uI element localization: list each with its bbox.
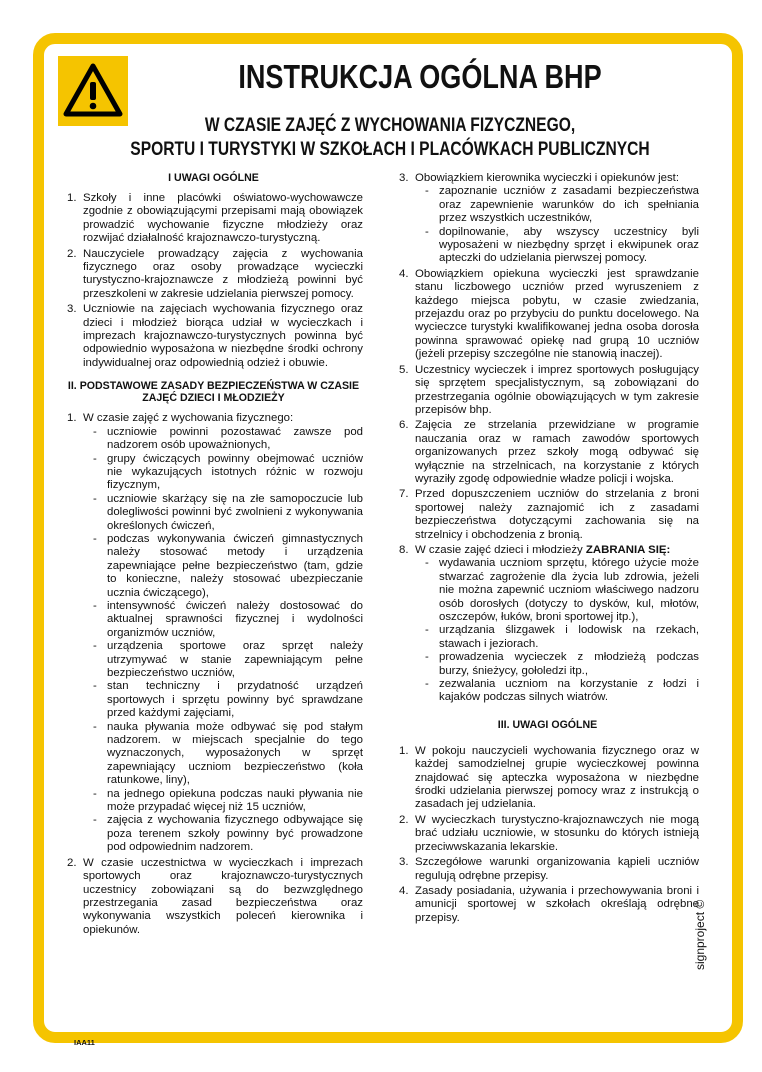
dash-item: - uczniowie powinni pozostawać zawsze pod nadzorem osób upoważnionych, (83, 426, 363, 453)
list-item: 2. W wycieczkach turystyczno-krajoznawczych nie mogą brać udziału uczniowie, w stosunku do których istnieją przeciwwskazania lekarskie. (399, 813, 699, 853)
dash-list (415, 557, 699, 704)
dash-list (415, 185, 699, 265)
dash-item: - zapoznanie uczniów z zasadami bezpieczeństwa oraz zapewnienie warunków do ich spełniania przez wszystkich uczestników, (415, 185, 699, 225)
section2-heading: II. PODSTAWOWE ZASADY BEZPIECZEŃSTWA W CZASIE ZAJĘĆ DZIECI I MŁODZIEŻY (67, 380, 360, 405)
dash-item: - na jednego opiekuna podczas nauki pływania nie może przypadać więcej niż 15 uczniów, (83, 788, 363, 815)
dash-item: - urządzenia sportowe oraz sprzęt należy utrzymywać w stanie zapewniającym pełne bezpieczeństwo uczniów, (83, 640, 363, 680)
dash-item: - zajęcia z wychowania fizycznego odbywające się poza terenem szkoły powinny być prowadzone pod odpowiednim nadzorem. (83, 814, 363, 854)
section1-list (64, 192, 363, 370)
dash-item: - prowadzenia wycieczek z młodzieżą podczas burzy, śnieżycy, gołoledzi itp., (415, 651, 699, 678)
prohibition-emphasis: ZABRANIA SIĘ: (585, 543, 671, 556)
list-item: 4. Obowiązkiem opiekuna wycieczki jest sprawdzanie stanu liczbowego uczniów przed wyruszeniem z każdego miejsca pobytu, w czasie zwiedzania, przejazdu oraz po przybyciu do punktu docelowego. Na wycieczce turystyki kwalifikowanej jedna osoba dorosła powinna sprawować opiekę nad grupą 10 uczniów (jeżeli przepisy szczególne nie stanowią inaczej). (399, 267, 699, 361)
dash-item: - grupy ćwiczących powinny obejmować uczniów nie wykazujących istotnych różnic w rozwoju fizycznym, (83, 453, 363, 493)
list-item: 2. W czasie uczestnictwa w wycieczkach i imprezach sportowych oraz krajoznawczo-turystycznych uczestnicy zobowiązani są do bezwzględnego przestrzegania zasad bezpieczeństwa oraz wykonywania wszystkich poleceń kierownika i opiekunów. (67, 856, 363, 936)
list-item: 6. Zajęcia ze strzelania przewidziane w programie nauczania oraz w ramach zawodów sportowych organizowanych przez szkoły mogą odbywać się wyłącznie na strzelnicach, na korzystanie z których wyraziły zgodę odpowiednie władze policji i wojska. (399, 419, 699, 485)
dash-item: - intensywność ćwiczeń należy dostosować do aktualnej sprawności fizycznej i wydolności organizmów uczniów, (83, 600, 363, 640)
dash-item: - urządzania ślizgawek i lodowisk na rzekach, stawach i jeziorach. (415, 624, 699, 651)
subtitle-line-2: SPORTU I TURYSTYKI W SZKOŁACH I PLACÓWKACH PUBLICZNYCH (130, 138, 650, 160)
section1-heading: I UWAGI OGÓLNE (168, 172, 259, 184)
list-item: 2. Nauczyciele prowadzący zajęcia z wychowania fizycznego oraz osoby prowadzące wycieczki turystyczno-krajoznawcze z młodzieżą powinni być przeszkoleni w zakresie udzielania pierwszej pomocy. (67, 247, 363, 300)
section3-heading: III. UWAGI OGÓLNE (497, 718, 598, 731)
left-column (64, 172, 363, 939)
list-item: 4. Zasady posiadania, używania i przechowywania broni i amunicji sportowej w szkołach określają odrębne przepisy. (399, 884, 699, 924)
dash-item: - podczas wykonywania ćwiczeń gimnastycznych należy stosować metody i urządzenia zapewniające pełne bezpieczeństwo (tam, gdzie to konieczne, należy stosować ubezpieczanie ucznia ćwiczącego), (83, 533, 363, 600)
dash-list (83, 426, 363, 855)
warning-sign (58, 56, 128, 126)
publisher-credit: signproject © (693, 899, 707, 970)
list-item: 5. Uczestnicy wycieczek i imprez sportowych posługujący się sprzętem specjalistycznym, są zobowiązani do przestrzegania ogólnie obowiązujących w tym zakresie przepisów bhp. (399, 363, 699, 416)
exclamation-triangle-icon (58, 56, 128, 126)
list-item: 1. W pokoju nauczycieli wychowania fizycznego oraz w każdej samodzielnej grupie wycieczkowej powinna znajdować się apteczka wyposażona w niezbędne środki udzielania pierwszej pomocy wraz z instrukcją o zasadach jej udzielania. (399, 744, 699, 811)
list-item: 7. Przed dopuszczeniem uczniów do strzelania z broni sportowej należy zaznajomić ich z zasadami bezpieczeństwa dotyczącymi zachowania się na strzelnicy i obchodzenia z bronią. (399, 488, 699, 541)
list-item: 3. Obowiązkiem kierownika wycieczki i opiekunów jest: - zapoznanie uczniów z zasadami bezpieczeństwa oraz zapewnienie warunków do ich spełniania przez wszystkich uczestników, - dopilnowanie, aby wszyscy uczestnicy byli wyposażeni w niezbędny sprzęt i ekwipunek oraz apteczki do udzielania pierwszej pomocy. (396, 172, 699, 266)
list-item: 3. Szczegółowe warunki organizowania kąpieli uczniów regulują odrębne przepisy. (399, 856, 699, 882)
page-subtitle (124, 113, 655, 161)
section3-list (396, 745, 699, 925)
right-column (396, 172, 699, 927)
page-title: INSTRUKCJA OGÓLNA BHP (238, 58, 602, 95)
subtitle-line-1: W CZASIE ZAJĘĆ Z WYCHOWANIA FIZYCZNEGO, (204, 114, 576, 136)
list-item: 1. Szkoły i inne placówki oświatowo-wychowawcze zgodnie z obowiązującymi przepisami mają obowiązek prowadzić wychowanie fizyczne młodzieży oraz rozwijać działalność krajoznawczo-turystyczną. (67, 192, 363, 245)
section2-list-left (64, 412, 363, 937)
section2-list-right (396, 172, 699, 705)
product-code: IAA11 (74, 1038, 95, 1047)
dash-item: - stan techniczny i przydatność urządzeń sportowych i sprzętu powinny być sprawdzane przed każdymi zajęciami, (83, 680, 363, 720)
list-item: 3. Uczniowie na zajęciach wychowania fizycznego oraz dzieci i młodzież biorąca udział w wycieczkach i imprezach krajoznawczo-turystycznych powinna być odpowiednio wyposażona w niezbędne środki ochrony indywidualnej oraz odpowiednią odzież i obuwie. (67, 303, 363, 369)
dash-item: - zezwalania uczniom na korzystanie z łodzi i kajaków podczas silnych wiatrów. (415, 678, 699, 705)
dash-item: - dopilnowanie, aby wszyscy uczestnicy byli wyposażeni w niezbędny sprzęt i ekwipunek oraz apteczki do udzielania pierwszej pomocy. (415, 226, 699, 266)
dash-item: - nauka pływania może odbywać się pod stałym nadzorem. w miejscach specjalnie do tego wyznaczonych, wyposażonych w sprzęt zapewniający uczniom bezpieczeństwo (koła ratunkowe, liny), (83, 721, 363, 788)
dash-item: - uczniowie skarżący się na złe samopoczucie lub dolegliwości powinni być zwolnieni z wykonywania określonych ćwiczeń, (83, 493, 363, 533)
list-item: 1. W czasie zajęć z wychowania fizycznego: - uczniowie powinni pozostawać zawsze pod nadzorem osób upoważnionych, - grupy ćwiczących powinny obejmować uczniów nie wykazujących istotnych różnic w rozwoju fizycznym, - uczniowie skarżący się na złe samopoczucie lub dolegliwości powinni być zwolnieni z wykonywania określonych ćwiczeń, - podczas wykonywania ćwiczeń gimnastycznych należy stosować metody i urządzenia zapewniające pełne bezpieczeństwo (tam, gdzie to konieczne, należy stosować ubezpieczanie ucznia ćwiczącego), - intensywność ćwiczeń należy dostosować do aktualnej sprawności fizycznej i wydolności organizmów uczniów, - urządzenia sportowe oraz sprzęt należy utrzymywać w stanie zapewniającym pełne bezpieczeństwo uczniów, - stan techniczny i przydatność urządzeń sportowych i sprzętu powinny być sprawdzane przed każdymi zajęciami, - nauka pływania może odbywać się pod stałym nadzorem. w miejscach specjalnie do tego wyznaczonych, wyposażonych w sprzęt zapewniający uczniom bezpieczeństwo (koła ratunkowe, liny), - na jednego opiekuna podczas nauki pływania nie może przypadać więcej niż 15 uczniów, - zajęcia z wychowania fizycznego odbywające się poza terenem szkoły powinny być prowadzone pod odpowiednim nadzorem. (64, 412, 363, 854)
dash-item: - wydawania uczniom sprzętu, którego użycie może stwarzać zagrożenie dla życia lub zdrowia, jeżeli nie można zapewnić uczniom właściwego nadzoru osób dorosłych (dotyczy to dysków, kul, młotów, oszczepów, łuków, broni sportowej itp.), (415, 557, 699, 624)
list-item: 8. W czasie zajęć dzieci i młodzieży ZABRANIA SIĘ: - wydawania uczniom sprzętu, którego użycie może stwarzać zagrożenie dla życia lub zdrowia, jeżeli nie można zapewnić uczniom właściwego nadzoru osób dorosłych (dotyczy to dysków, kul, młotów, oszczepów, łuków, broni sportowej itp.), - urządzania ślizgawek i lodowisk na rzekach, stawach i jeziorach. - prowadzenia wycieczek z młodzieżą podczas burzy, śnieżycy, gołoledzi itp., - zezwalania uczniom na korzystanie z łodzi i kajaków podczas silnych wiatrów. (396, 544, 699, 705)
